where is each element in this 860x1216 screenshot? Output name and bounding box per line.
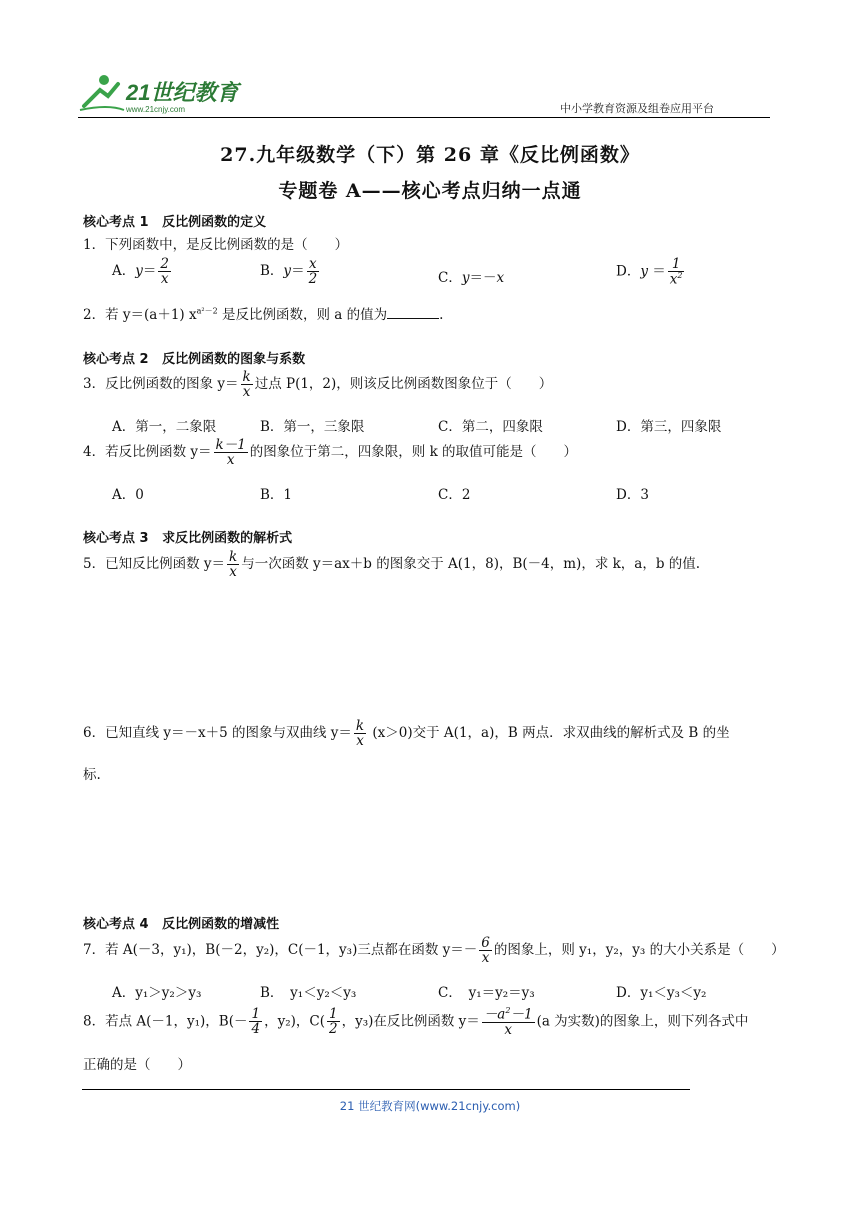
q1-option-a: A．y＝ $\frac{2}{x}$	[112, 256, 169, 288]
q1-option-b: B．y＝ $\frac{x}{2}$	[260, 256, 318, 288]
footer-divider	[82, 1089, 690, 1090]
platform-name: 中小学教育资源及组卷应用平台	[560, 102, 714, 115]
page-title: 27.九年级数学（下）第 26 章《反比例函数》	[220, 144, 640, 166]
q4-option-a: A．0	[112, 487, 144, 503]
footer-link[interactable]: 21 世纪教育网(www.21cnjy.com)	[339, 1099, 521, 1113]
svg-text:www.21cnjy.com: www.21cnjy.com	[126, 105, 185, 114]
question-4: 4．若反比例函数 y＝ $\frac{k-1}{x}$ 的图象位于第二，四象限，则 k 的取值可能是（ ）	[83, 437, 578, 469]
header-divider	[78, 117, 770, 118]
q7-option-c: C． y₁＝y₂＝y₃	[438, 985, 535, 1001]
q3-option-b: B．第一，三象限	[260, 419, 365, 435]
question-5: 5．已知反比例函数 y＝ $\frac{k}{x}$ 与一次函数 y＝ax＋b 的图象交于 A(1，8)，B(－4，m)，求 k，a，b 的值.	[83, 549, 701, 581]
q3-option-a: A．第一，二象限	[112, 419, 217, 435]
page-subtitle: 专题卷 A——核心考点归纳一点通	[278, 180, 582, 202]
question-8-line2: 正确的是（ ）	[83, 1057, 191, 1073]
site-logo	[78, 70, 248, 116]
section-heading-1: 核心考点 1 反比例函数的定义	[83, 215, 267, 230]
question-6-line2: 标.	[83, 767, 101, 783]
question-1: 1．下列函数中，是反比例函数的是（ ）	[83, 237, 349, 253]
question-2: 2．若 y＝(a＋1) $x^{a^2-2}$ 是反比例函数，则 a 的值为 .	[83, 306, 444, 323]
question-3: 3．反比例函数的图象 y＝ $\frac{k}{x}$ 过点 P(1，2)，则该反比例函数图象位于（ ）	[83, 369, 553, 401]
section-heading-2: 核心考点 2 反比例函数的图象与系数	[83, 352, 306, 367]
q3-option-d: D．第三，四象限	[616, 419, 722, 435]
answer-blank	[387, 306, 439, 319]
q7-option-b: B． y₁＜y₂＜y₃	[260, 985, 357, 1001]
question-7: 7．若 A(－3，y₁)，B(－2，y₂)，C(－1，y₃)三点都在函数 y＝－ $\frac{6}{x}$ 的图象上，则 y₁，y₂，y₃ 的大小关系是（ ）	[83, 935, 785, 967]
q3-option-c: C．第二，四象限	[438, 419, 543, 435]
q7-option-d: D．y₁＜y₃＜y₂	[616, 985, 707, 1001]
q1-option-d: D．y ＝ $\frac{1}{x^2}$	[616, 256, 683, 288]
q1-option-c: C．y＝－x	[438, 270, 505, 286]
q4-option-c: C．2	[438, 487, 471, 503]
section-heading-4: 核心考点 4 反比例函数的增减性	[83, 917, 280, 932]
section-heading-3: 核心考点 3 求反比例函数的解析式	[83, 531, 293, 546]
q4-option-d: D．3	[616, 487, 649, 503]
q4-option-b: B．1	[260, 487, 293, 503]
svg-text:21世纪教育: 21世纪教育	[126, 80, 239, 105]
q7-option-a: A．y₁＞y₂＞y₃	[112, 985, 202, 1001]
question-6: 6．已知直线 y＝－x＋5 的图象与双曲线 y＝ $\frac{k}{x}$ (x＞0)交于 A(1，a)，B 两点．求双曲线的解析式及 B 的坐	[83, 718, 730, 750]
question-8: 8．若点 A(－1，y₁)，B(－ $\frac{1}{4}$ ，y₂)，C( $\frac{1}{2}$ ，y₃)在反比例函数 y＝ $\frac{-a^2-1}{x}$ (a 为实数)的图象上，则下列各式中	[83, 1006, 749, 1038]
